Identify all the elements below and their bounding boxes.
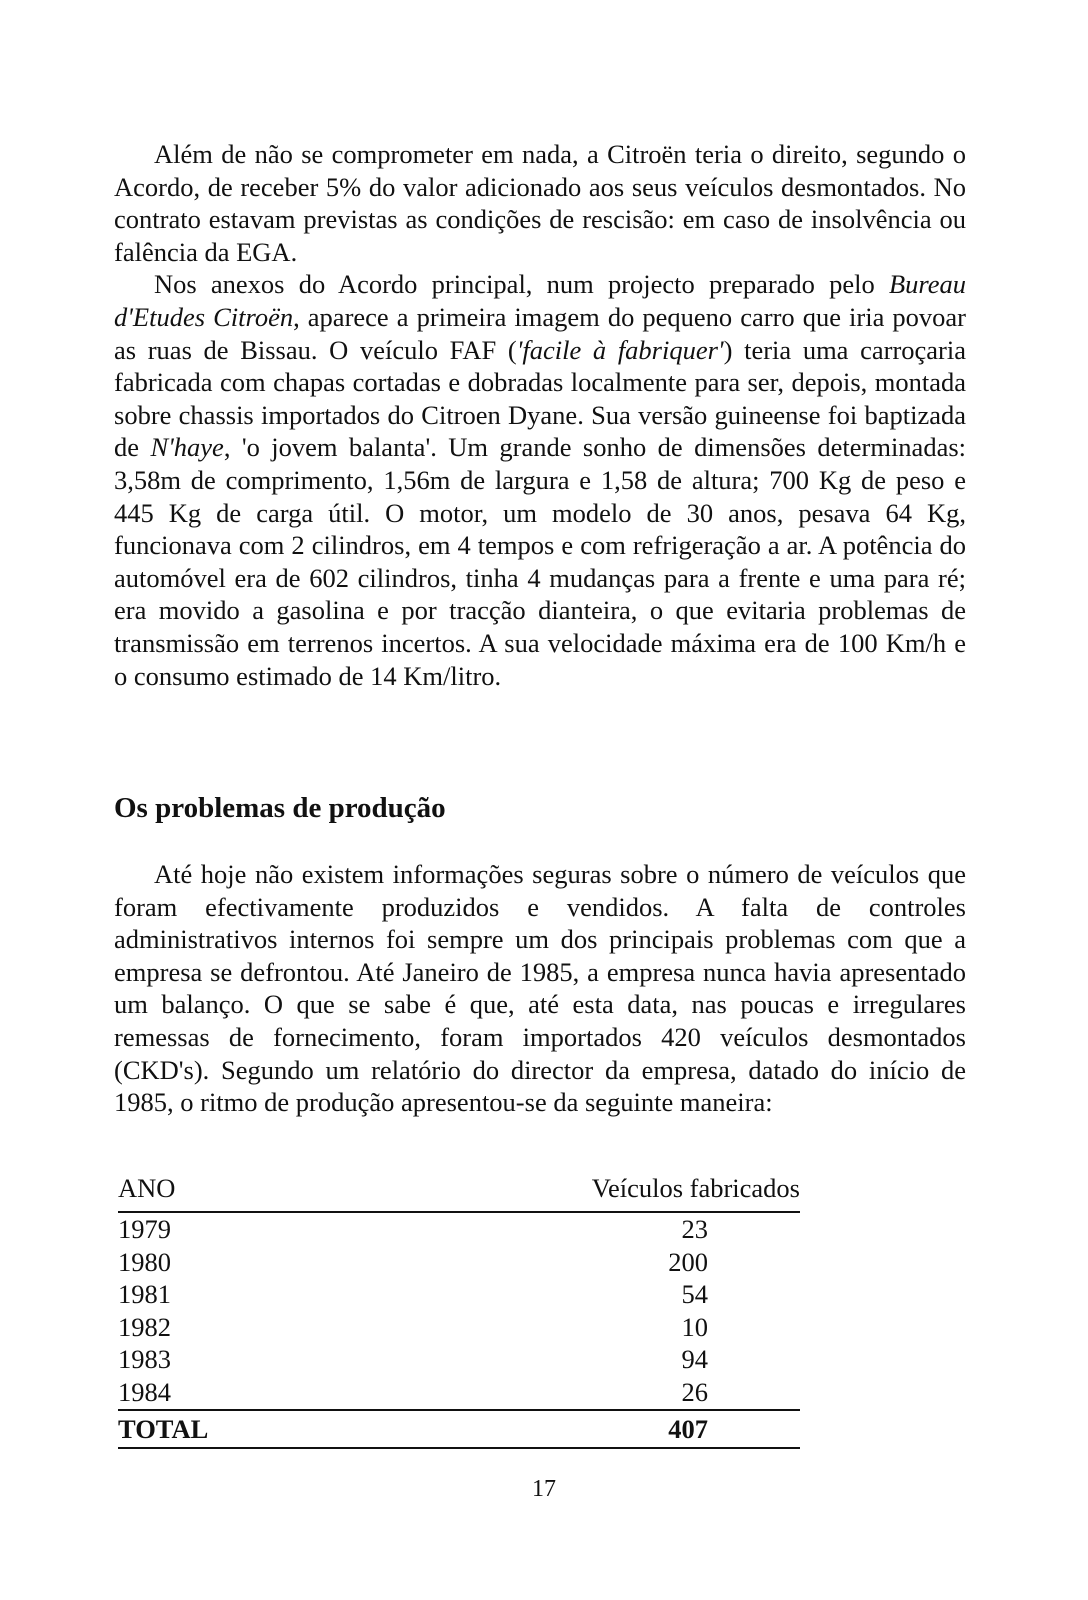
table-row — [118, 1376, 800, 1410]
production-section — [114, 858, 966, 1119]
row-year: 1980 — [118, 1246, 171, 1277]
row-count: 26 — [681, 1376, 708, 1407]
row-year: 1983 — [118, 1344, 171, 1375]
annex-text-4: , 'o jovem balanta'. Um grande sonho de dimensões determinadas: 3,58m de comprimento, 1,56m de largura e 1,58 de altura; 700 Kg de peso e 445 Kg de carga útil. O motor, um modelo de 30 anos, pesava 64 Kg, funcionava com 2 cilindros, em 4 tempos e com refrigeração a ar. A potência do automóvel era de 602 cilindros, tinha 4 mudanças para a frente e uma para ré; era movido a gasolina e por tracção dianteira, o que evitaria problemas de transmissão em terrenos incertos. A sua velocidade máxima era de 100 Km/h e o consumo estimado de 14 Km/litro. — [114, 432, 967, 691]
table-row — [118, 1343, 800, 1376]
annex-text-3: ) teria uma carroçaria fabricada com chapas cortadas e dobradas localmente para ser, depois, montada sobre chassis importados do Citroen Dyane. Sua versão guineense foi baptizada de — [114, 334, 966, 463]
faf-italic: 'facile à fabriquer' — [516, 334, 724, 365]
table-row — [118, 1311, 800, 1344]
row-year: 1982 — [118, 1311, 171, 1342]
annex-text-1: Nos anexos do Acordo principal, num projecto preparado pelo — [154, 269, 889, 300]
table-row — [118, 1246, 800, 1279]
header-count: Veículos fabricados — [458, 1173, 800, 1212]
row-count: 200 — [668, 1246, 708, 1277]
table-total-row — [118, 1410, 800, 1448]
production-table — [118, 1173, 800, 1449]
row-count: 10 — [681, 1311, 708, 1342]
row-year: 1984 — [118, 1376, 171, 1407]
section-heading: Os problemas de produção — [114, 792, 446, 824]
row-year: 1981 — [118, 1279, 171, 1310]
total-label: TOTAL — [118, 1410, 458, 1448]
total-value: 407 — [458, 1410, 800, 1448]
row-year: 1979 — [118, 1214, 171, 1244]
production-paragraph: Até hoje não existem informações seguras sobre o número de veículos que foram efectivamente produzidos e vendidos. A falta de controles administrativos internos foi sempre um dos principais problemas com que a empresa se defrontou. Até Janeiro de 1985, a empresa nunca havia apresentado um balanço. O que se sabe é que, até esta data, nas poucas e irregulares remessas de fornecimento, foram importados 420 veículos desmontados (CKD's). Segundo um relatório do director da empresa, datado do início de 1985, o ritmo de produção apresentou-se da seguinte maneira: — [114, 859, 966, 1118]
bureau-italic: Bureau d'Etudes Citroën — [114, 269, 966, 332]
table-header-row — [118, 1173, 800, 1212]
page-body — [114, 138, 967, 1118]
table-row — [118, 1212, 800, 1246]
intro-paragraph: Além de não se comprometer em nada, a Citroën teria o direito, segundo o Acordo, de receber 5% do valor adicionado aos seus veículos desmontados. No contrato estavam previstas as condições de rescisão: em caso de insolvência ou falência da EGA. — [114, 139, 966, 267]
table-body — [118, 1212, 800, 1410]
table-row — [118, 1278, 800, 1311]
row-count: 54 — [681, 1279, 708, 1310]
nhaye-italic: N'haye — [150, 432, 224, 463]
row-count: 94 — [681, 1344, 708, 1375]
header-year: ANO — [118, 1173, 458, 1212]
row-count: 23 — [681, 1214, 708, 1244]
annex-text-2: , aparece a primeira imagem do pequeno carro que iria povoar as ruas de Bissau. O veículo FAF ( — [114, 301, 966, 365]
page-number: 17 — [532, 1476, 556, 1502]
annex-paragraph — [114, 268, 966, 692]
